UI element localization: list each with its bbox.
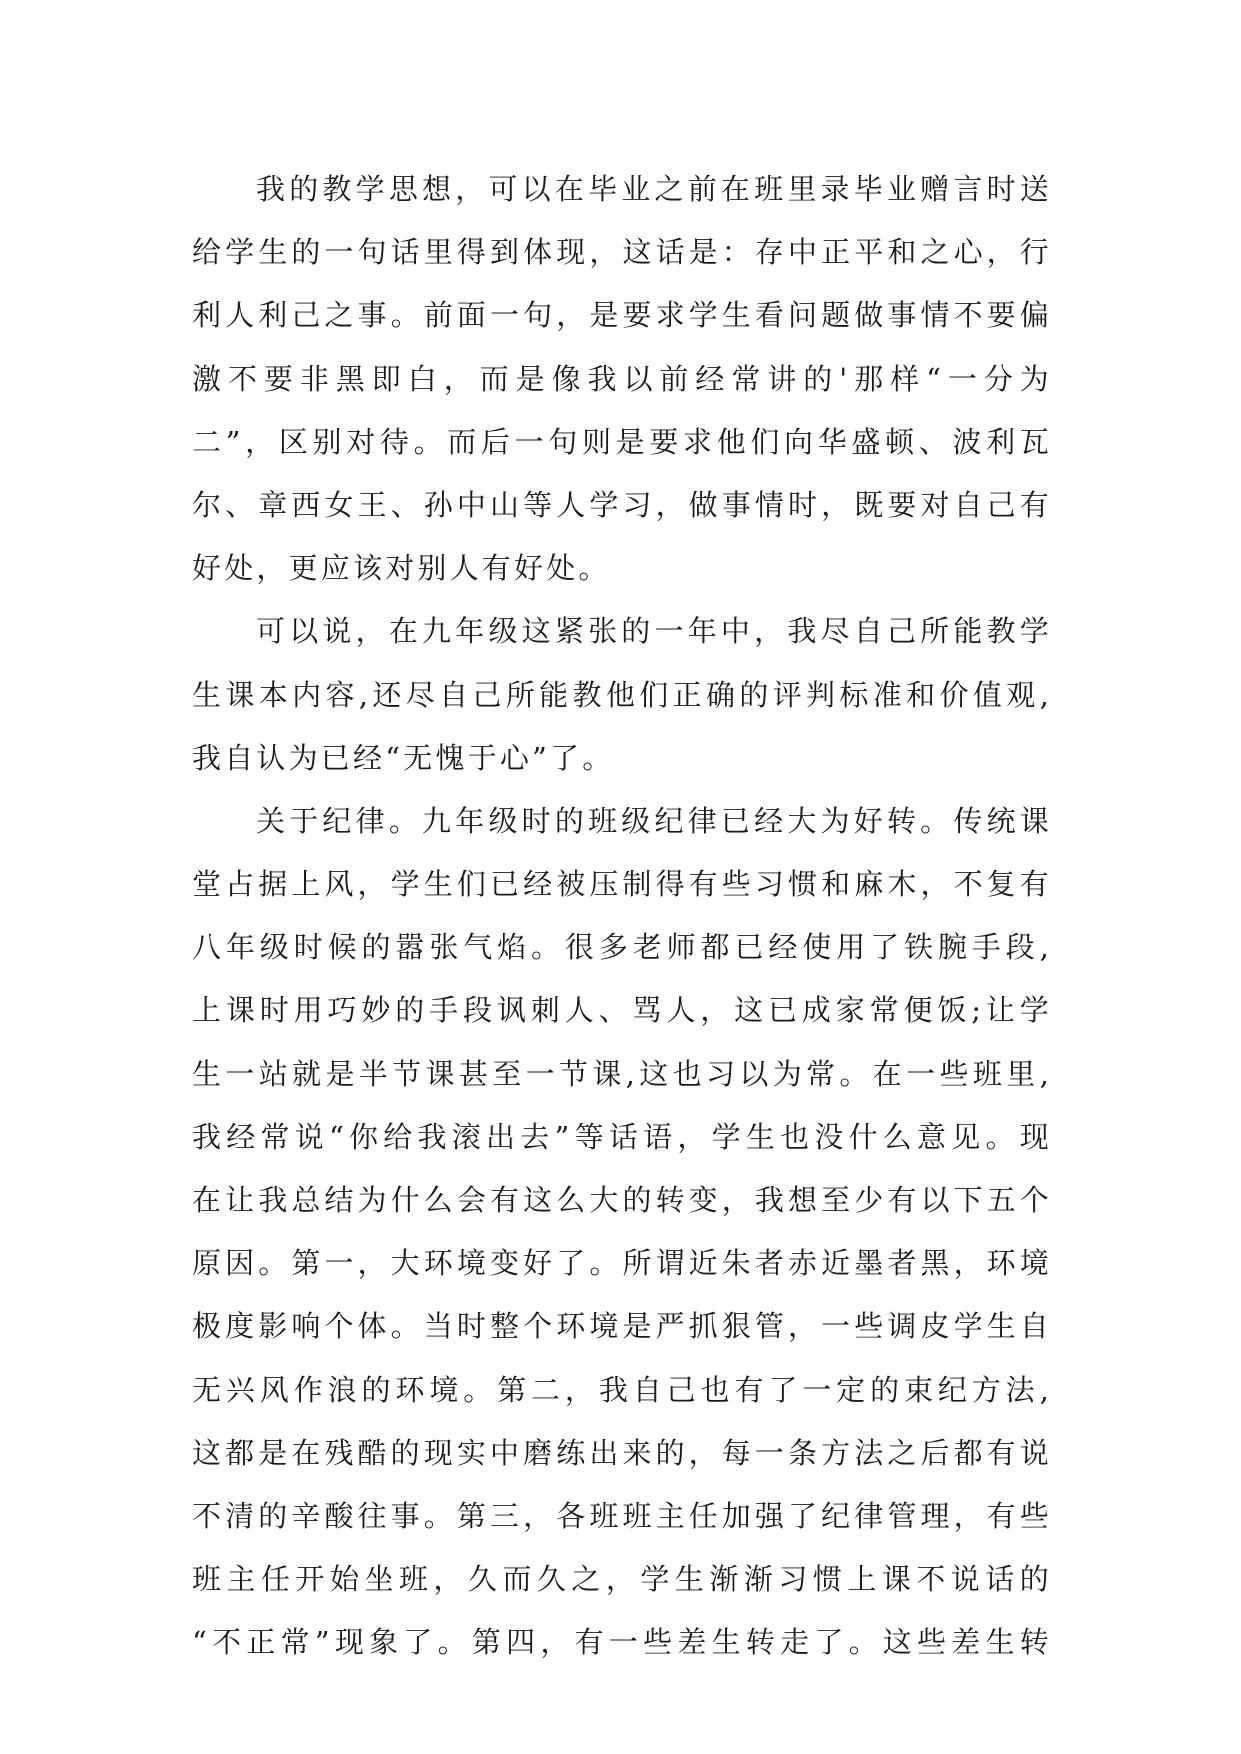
paragraph-2-line-2: 生课本内容,还尽自己所能教他们正确的评判标准和价值观,	[192, 677, 1052, 712]
paragraph-3-line-3: 八年级时候的嚣张气焰。很多老师都已经使用了铁腕手段,	[192, 930, 1052, 965]
paragraph-1-line-5: 二”，区别对待。而后一句则是要求他们向华盛顿、波利瓦	[192, 424, 1052, 459]
paragraph-3-line-11: 这都是在残酷的现实中磨练出来的，每一条方法之后都有说	[192, 1435, 1052, 1470]
paragraph-3-line-8: 原因。第一，大环境变好了。所谓近朱者赤近墨者黑，环境	[192, 1246, 1052, 1281]
paragraph-3-line-12: 不清的辛酸往事。第三，各班班主任加强了纪律管理，有些	[192, 1498, 1052, 1533]
paragraph-1-line-3: 利人利己之事。前面一句，是要求学生看问题做事情不要偏	[192, 298, 1052, 333]
paragraph-3-line-4: 上课时用巧妙的手段讽刺人、骂人，这已成家常便饭;让学	[192, 993, 1052, 1028]
paragraph-3-line-1: 关于纪律。九年级时的班级纪律已经大为好转。传统课	[256, 803, 1052, 838]
body-text	[192, 158, 1052, 1675]
paragraph-3-line-2: 堂占据上风，学生们已经被压制得有些习惯和麻木，不复有	[192, 867, 1052, 902]
paragraph-3-line-6: 我经常说“你给我滚出去”等话语，学生也没什么意见。现	[192, 1119, 1052, 1154]
paragraph-3-line-14: “不正常”现象了。第四，有一些差生转走了。这些差生转	[192, 1625, 1052, 1660]
paragraph-3-line-9: 极度影响个体。当时整个环境是严抓狠管，一些调皮学生自	[192, 1309, 1052, 1344]
paragraph-1-line-2: 给学生的一句话里得到体现，这话是：存中正平和之心，行	[192, 235, 1052, 270]
paragraph-1-line-4: 激不要非黑即白，而是像我以前经常讲的'那样“一分为	[192, 361, 1052, 396]
paragraph-3-line-7: 在让我总结为什么会有这么大的转变，我想至少有以下五个	[192, 1183, 1052, 1217]
paragraph-1-line-6: 尔、章西女王、孙中山等人学习，做事情时，既要对自己有	[192, 487, 1052, 522]
paragraph-3-line-13: 班主任开始坐班，久而久之，学生渐渐习惯上课不说话的	[192, 1562, 1052, 1597]
paragraph-2-line-1: 可以说，在九年级这紧张的一年中，我尽自己所能教学	[256, 614, 1052, 649]
paragraph-3-line-10: 无兴风作浪的环境。第二，我自己也有了一定的束纪方法,	[192, 1372, 1052, 1407]
paragraph-2-line-3: 我自认为已经“无愧于心”了。	[192, 740, 615, 775]
paragraph-1-line-7: 好处，更应该对别人有好处。	[192, 551, 611, 586]
paragraph-1-line-1: 我的教学思想，可以在毕业之前在班里录毕业赠言时送	[256, 172, 1052, 206]
paragraph-3-line-5: 生一站就是半节课甚至一节课,这也习以为常。在一些班里,	[192, 1056, 1052, 1091]
